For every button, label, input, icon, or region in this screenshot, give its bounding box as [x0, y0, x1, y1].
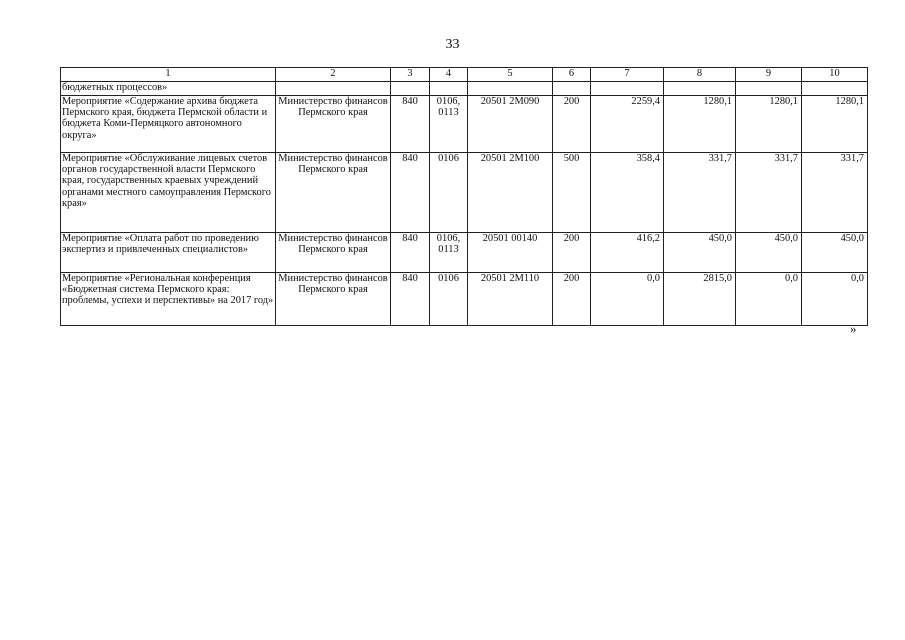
column-header: 1: [61, 68, 276, 82]
continuation-text: бюджетных процессов»: [61, 82, 276, 96]
ministry-name: Министерство финансов Пермского края: [276, 273, 391, 326]
column-header: 7: [591, 68, 664, 82]
value-col-8: 331,7: [664, 153, 736, 233]
ministry-name: Министерство финансов Пермского края: [276, 153, 391, 233]
closing-quote: »: [850, 321, 857, 336]
target-code: 20501 2М110: [468, 273, 553, 326]
column-header: 5: [468, 68, 553, 82]
table-header-row: [61, 68, 868, 82]
expense-type-code: 200: [553, 233, 591, 273]
activity-name: Мероприятие «Оплата работ по проведению экспертиз и привлеченных специалистов»: [61, 233, 276, 273]
ministry-name: Министерство финансов Пермского края: [276, 233, 391, 273]
value-col-7: 2259,4: [591, 96, 664, 153]
grbs-code: 840: [391, 153, 430, 233]
expense-type-code: 200: [553, 96, 591, 153]
column-header: 8: [664, 68, 736, 82]
grbs-code: 840: [391, 273, 430, 326]
column-header: 4: [430, 68, 468, 82]
activity-name: Мероприятие «Содержание архива бюджета Пермского края, бюджета Пермской области и бюджета Коми-Пермяцкого автономного округа»: [61, 96, 276, 153]
column-header: 2: [276, 68, 391, 82]
column-header: 6: [553, 68, 591, 82]
column-header: 9: [736, 68, 802, 82]
activity-name: Мероприятие «Региональная конференция «Бюджетная система Пермского края: проблемы, успехи и перспективы» на 2017 год»: [61, 273, 276, 326]
table-row: [61, 96, 868, 153]
activity-name: Мероприятие «Обслуживание лицевых счетов органов государственной власти Пермского края, государственных краевых учреждений органами местного самоуправления Пермского края»: [61, 153, 276, 233]
value-col-9: 450,0: [736, 233, 802, 273]
column-header: 3: [391, 68, 430, 82]
continuation-row: [61, 82, 868, 96]
target-code: 20501 00140: [468, 233, 553, 273]
expense-type-code: 200: [553, 273, 591, 326]
section-code: 0106: [430, 153, 468, 233]
value-col-9: 1280,1: [736, 96, 802, 153]
section-code: 0106: [430, 273, 468, 326]
table-row: [61, 233, 868, 273]
value-col-8: 2815,0: [664, 273, 736, 326]
target-code: 20501 2М090: [468, 96, 553, 153]
value-col-7: 416,2: [591, 233, 664, 273]
grbs-code: 840: [391, 96, 430, 153]
section-code: 0106, 0113: [430, 96, 468, 153]
grbs-code: 840: [391, 233, 430, 273]
target-code: 20501 2М100: [468, 153, 553, 233]
section-code: 0106, 0113: [430, 233, 468, 273]
value-col-8: 450,0: [664, 233, 736, 273]
value-col-10: 1280,1: [802, 96, 868, 153]
value-col-10: 331,7: [802, 153, 868, 233]
value-col-8: 1280,1: [664, 96, 736, 153]
page-number: 33: [445, 37, 460, 52]
table-row: [61, 153, 868, 233]
ministry-name: Министерство финансов Пермского края: [276, 96, 391, 153]
value-col-10: 450,0: [802, 233, 868, 273]
table-row: [61, 273, 868, 326]
value-col-7: 0,0: [591, 273, 664, 326]
value-col-7: 358,4: [591, 153, 664, 233]
budget-table: [60, 67, 868, 326]
column-header: 10: [802, 68, 868, 82]
value-col-9: 0,0: [736, 273, 802, 326]
value-col-10: 0,0: [802, 273, 868, 326]
expense-type-code: 500: [553, 153, 591, 233]
value-col-9: 331,7: [736, 153, 802, 233]
